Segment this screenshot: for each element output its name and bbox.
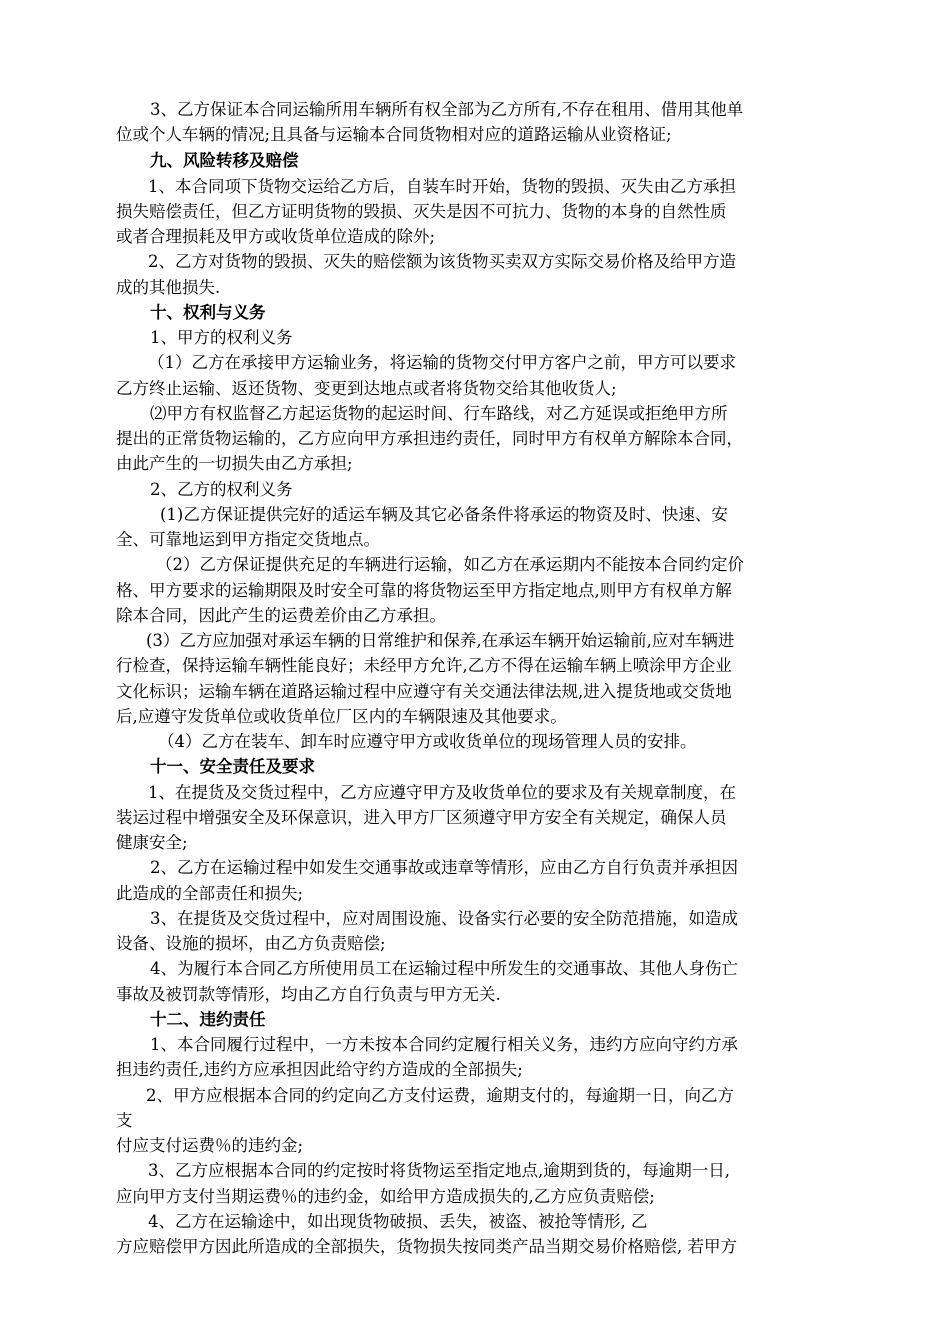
body-line: 提出的正常货物运输的，乙方应向甲方承担违约责任，同时甲方有权单方解除本合同， bbox=[116, 429, 743, 448]
body-line: 付应支付运费％的违约金; bbox=[116, 1136, 304, 1155]
body-line: 健康安全; bbox=[116, 833, 188, 852]
body-line: 或者合理损耗及甲方或收货单位造成的除外; bbox=[116, 227, 436, 246]
body-line: 文化标识；运输车辆在道路运输过程中应遵守有关交通法律法规,进入提货地或交货地 bbox=[116, 682, 732, 701]
body-line: 担违约责任,违约方应承担因此给守约方造成的全部损失; bbox=[116, 1060, 523, 1079]
section-heading: 十、权利与义务 bbox=[150, 303, 266, 322]
body-line: 应向甲方支付当期运费％的违约金，如给甲方造成损失的,乙方应负责赔偿; bbox=[116, 1187, 655, 1206]
body-line: 损失赔偿责任，但乙方证明货物的毁损、灭失是因不可抗力、货物的本身的自然性质 bbox=[116, 202, 727, 221]
body-line: 3、乙方保证本合同运输所用车辆所有权全部为乙方所有,不存在租用、借用其他单 bbox=[150, 100, 744, 119]
body-line: 事故及被罚款等情形，均由乙方自行负责与甲方无关. bbox=[116, 985, 501, 1004]
body-line: 后,应遵守发货单位或收货单位厂区内的车辆限速及其他要求。 bbox=[116, 707, 567, 726]
section-heading: 九、风险转移及赔偿 bbox=[150, 151, 299, 170]
body-line: 3、乙方应根据本合同的约定按时将货物运至指定地点,逾期到货的，每逾期一日, bbox=[148, 1161, 730, 1180]
body-line: (1)乙方保证提供完好的适运车辆及其它必备条件将承运的物资及时、快速、安 bbox=[160, 505, 728, 524]
body-line: (3）乙方应加强对承运车辆的日常维护和保养,在承运车辆开始运输前,应对车辆进 bbox=[146, 631, 735, 650]
body-line: 1、在提货及交货过程中，乙方应遵守甲方及收货单位的要求及有关规章制度，在 bbox=[148, 783, 736, 802]
body-line: 2、甲方应根据本合同的约定向乙方支付运费，逾期支付的，每逾期一日，向乙方 bbox=[146, 1086, 734, 1105]
body-line: 2、乙方的权利义务 bbox=[150, 480, 293, 499]
body-line: 支 bbox=[116, 1111, 133, 1130]
section-heading: 十一、安全责任及要求 bbox=[150, 757, 315, 776]
body-line: 成的其他损失. bbox=[116, 278, 221, 297]
body-line: （4）乙方在装车、卸车时应遵守甲方或收货单位的现场管理人员的安排。 bbox=[158, 732, 697, 751]
body-line: 1、本合同项下货物交运给乙方后，自装车时开始，货物的毁损、灭失由乙方承担 bbox=[148, 177, 736, 196]
body-line: （1）乙方在承接甲方运输业务，将运输的货物交付甲方客户之前，甲方可以要求 bbox=[148, 353, 736, 372]
body-line: 由此产生的一切损失由乙方承担; bbox=[116, 454, 353, 473]
body-line: 2、乙方对货物的毁损、灭失的赔偿额为该货物买卖双方实际交易价格及给甲方造 bbox=[148, 252, 736, 271]
body-line: 1、本合同履行过程中，一方未按本合同约定履行相关义务，违约方应向守约方承 bbox=[150, 1035, 738, 1054]
body-line: 行检查，保持运输车辆性能良好；未经甲方允许,乙方不得在运输车辆上喷涂甲方企业 bbox=[116, 656, 732, 675]
body-line: 方应赔偿甲方因此所造成的全部损失，货物损失按同类产品当期交易价格赔偿, 若甲方 bbox=[116, 1237, 737, 1256]
body-line: 2、乙方在运输过程中如发生交通事故或违章等情形，应由乙方自行负责并承担因 bbox=[150, 858, 738, 877]
body-line: 1、甲方的权利义务 bbox=[150, 328, 293, 347]
body-line: （2）乙方保证提供充足的车辆进行运输，如乙方在承运期内不能按本合同约定价 bbox=[156, 555, 744, 574]
section-heading: 十二、违约责任 bbox=[150, 1010, 266, 1029]
body-line: 装运过程中增强安全及环保意识，进入甲方厂区须遵守甲方安全有关规定，确保人员 bbox=[116, 808, 727, 827]
body-line: 乙方终止运输、返还货物、变更到达地点或者将货物交给其他收货人; bbox=[116, 379, 617, 398]
body-line: 格、甲方要求的运输期限及时安全可靠的将货物运至甲方指定地点,则甲方有权单方解 bbox=[116, 581, 732, 600]
body-line: 设备、设施的损坏，由乙方负责赔偿; bbox=[116, 934, 386, 953]
body-line: 3、在提货及交货过程中，应对周围设施、设备实行必要的安全防范措施，如造成 bbox=[150, 909, 738, 928]
body-line: 全、可靠地运到甲方指定交货地点。 bbox=[116, 530, 380, 549]
body-line: 除本合同，因此产生的运费差价由乙方承担。 bbox=[116, 606, 446, 625]
body-line: 位或个人车辆的情况;且具备与运输本合同货物相对应的道路运输从业资格证; bbox=[116, 125, 672, 144]
body-line: 4、乙方在运输途中，如出现货物破损、丢失，被盗、被抢等情形, 乙 bbox=[148, 1212, 648, 1231]
body-line: ⑵甲方有权监督乙方起运货物的起运时间、行车路线，对乙方延误或拒绝甲方所 bbox=[150, 404, 728, 423]
body-line: 4、为履行本合同乙方所使用员工在运输过程中所发生的交通事故、其他人身伤亡 bbox=[150, 959, 738, 978]
body-line: 此造成的全部责任和损失; bbox=[116, 884, 304, 903]
